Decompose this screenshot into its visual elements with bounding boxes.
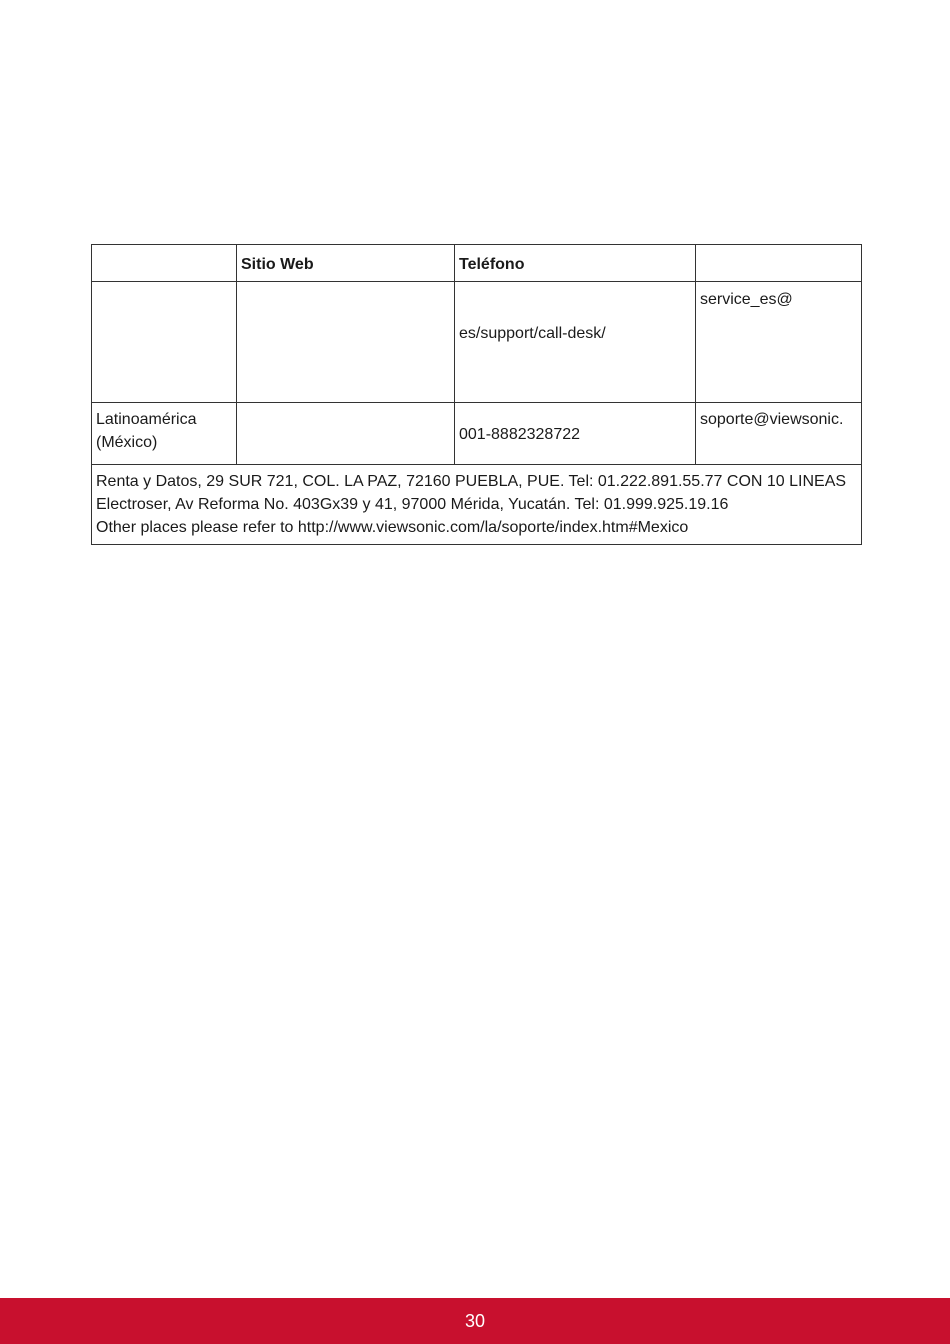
support-contact-table <box>91 244 862 545</box>
table-row <box>92 403 862 465</box>
service-locations-cell <box>92 465 862 545</box>
region-name: Latinoamérica <box>96 411 197 428</box>
page-number: 30 <box>464 1311 486 1331</box>
website-cell <box>237 403 455 465</box>
service-location-note: Other places please refer to http://www.viewsonic.com/la/soporte/index.htm#Mexico <box>96 519 689 536</box>
header-cell-website: Sitio Web <box>237 245 455 282</box>
header-cell-phone: Teléfono <box>455 245 696 282</box>
region-country: (México) <box>96 434 158 451</box>
header-cell-region <box>92 245 237 282</box>
table-header-row <box>92 245 862 282</box>
region-cell <box>92 403 237 465</box>
website-cell <box>237 282 455 403</box>
table-notes-row <box>92 465 862 545</box>
service-location-note: Renta y Datos, 29 SUR 721, COL. LA PAZ, 72160 PUEBLA, PUE. Tel: 01.222.891.55.77 CON 10 LINEAS <box>96 473 847 490</box>
region-cell <box>92 282 237 403</box>
page-footer-bar <box>0 1298 950 1344</box>
table-row <box>92 282 862 403</box>
service-location-note: Electroser, Av Reforma No. 403Gx39 y 41, 97000 Mérida, Yucatán. Tel: 01.999.925.19.16 <box>96 496 729 513</box>
phone-cell: es/support/call-desk/ <box>455 282 696 403</box>
email-cell: service_es@ <box>696 282 862 403</box>
header-cell-email <box>696 245 862 282</box>
phone-cell: 001-8882328722 <box>455 403 696 465</box>
email-cell: soporte@viewsonic. <box>696 403 862 465</box>
